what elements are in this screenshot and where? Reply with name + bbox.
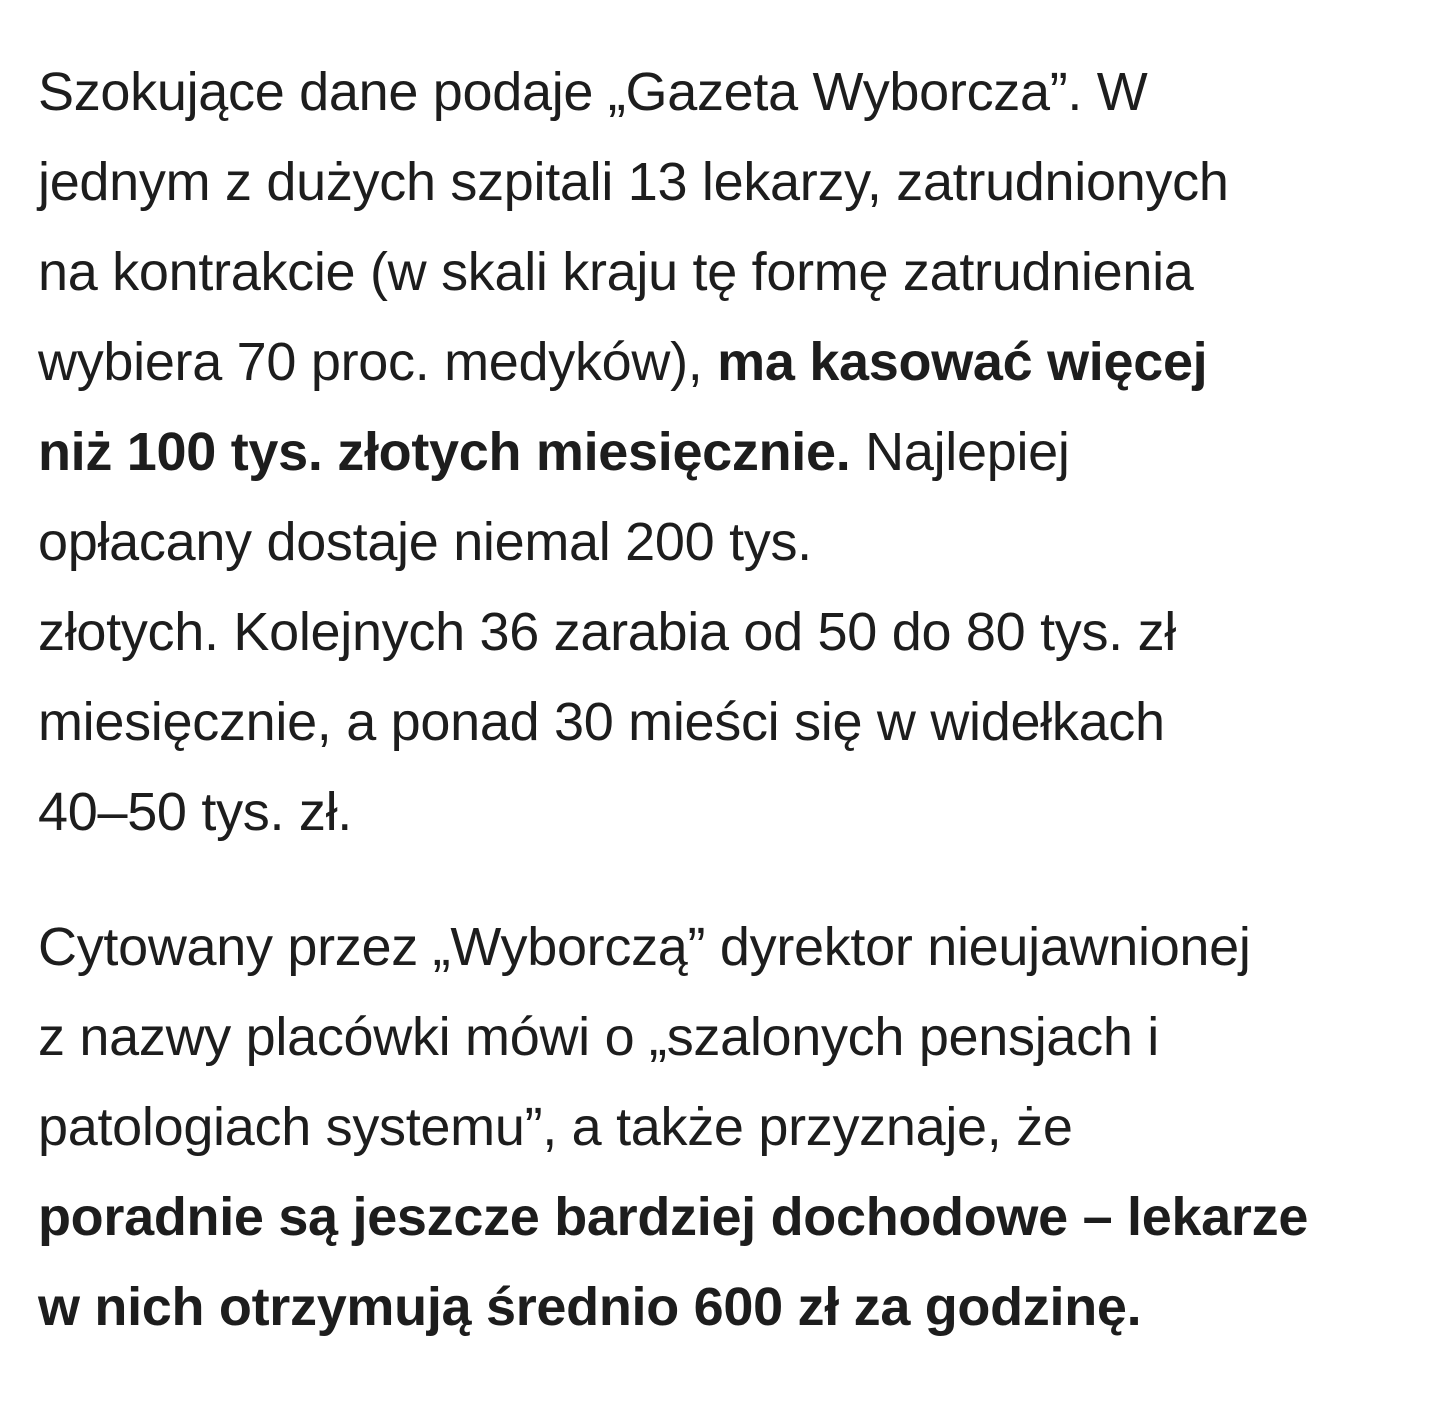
- paragraph-director-quote: [38, 902, 1402, 1352]
- text-run: opłacany dostaje niemal 200 tys.: [38, 512, 812, 572]
- text-run: złotych. Kolejnych 36 zarabia od 50 do 80 tys. zł: [38, 602, 1176, 662]
- bold-highlight: niż 100 tys. złotych miesięcznie.: [38, 422, 851, 482]
- text-run: miesięcznie, a ponad 30 mieści się w widełkach: [38, 692, 1165, 752]
- text-run: Najlepiej: [850, 422, 1070, 482]
- bold-highlight: w nich otrzymują średnio 600 zł za godzinę.: [38, 1277, 1142, 1337]
- text-line: [38, 767, 1402, 857]
- text-line: [38, 497, 1402, 587]
- text-run: jednym z dużych szpitali 13 lekarzy, zatrudnionych: [38, 152, 1229, 212]
- text-run: wybiera 70 proc. medyków),: [38, 332, 718, 392]
- text-run: patologiach systemu”, a także przyznaje, że: [38, 1097, 1073, 1157]
- text-line: [38, 587, 1402, 677]
- article-body: [38, 47, 1402, 1352]
- text-run: na kontrakcie (w skali kraju tę formę zatrudnienia: [38, 242, 1194, 302]
- text-line: [38, 1262, 1402, 1352]
- text-line: [38, 407, 1402, 497]
- text-line: [38, 1172, 1402, 1262]
- text-line: [38, 137, 1402, 227]
- text-run: z nazwy placówki mówi o „szalonych pensjach i: [38, 1007, 1159, 1067]
- bold-highlight: poradnie są jeszcze bardziej dochodowe – lekarze: [38, 1187, 1309, 1247]
- text-line: [38, 227, 1402, 317]
- text-run: Szokujące dane podaje „Gazeta Wyborcza”. W: [38, 62, 1148, 122]
- text-line: [38, 47, 1402, 137]
- text-line: [38, 317, 1402, 407]
- paragraph-salary-data: [38, 47, 1402, 857]
- text-line: [38, 677, 1402, 767]
- text-line: [38, 992, 1402, 1082]
- bold-highlight: ma kasować więcej: [717, 332, 1208, 392]
- text-run: Cytowany przez „Wyborczą” dyrektor nieujawnionej: [38, 917, 1251, 977]
- text-line: [38, 902, 1402, 992]
- text-line: [38, 1082, 1402, 1172]
- text-run: 40–50 tys. zł.: [38, 782, 352, 842]
